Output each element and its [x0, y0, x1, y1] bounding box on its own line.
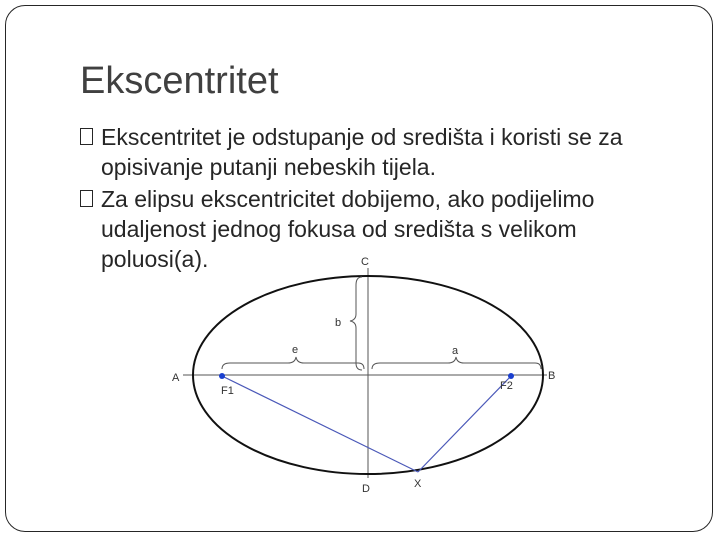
focus-point-f2 — [508, 373, 514, 379]
label-x: X — [414, 478, 422, 490]
focus-point-f1 — [219, 373, 225, 379]
label-point-a: A — [172, 372, 180, 384]
label-c: C — [361, 256, 369, 268]
focus-line-f1-x — [222, 376, 418, 472]
label-b: b — [335, 317, 342, 329]
brace-a — [372, 357, 541, 369]
label-a: a — [452, 345, 459, 357]
label-d: D — [362, 483, 370, 495]
label-e: e — [292, 344, 299, 356]
label-point-b: B — [548, 370, 556, 382]
slide-title: Ekscentritet — [80, 60, 279, 102]
bullet-text: Ekscentritet je odstupanje od središta i koristi se za opisivanje putanji nebeskih tijela. — [101, 124, 623, 180]
bullet-text: Za elipsu ekscentricitet dobijemo, ako podijelimo udaljenost jednog fokusa od središta s velikom poluosi(a). — [101, 186, 595, 272]
label-f2: F2 — [500, 380, 513, 392]
brace-e — [222, 357, 364, 369]
label-f1: F1 — [221, 385, 234, 397]
brace-b — [350, 277, 362, 370]
